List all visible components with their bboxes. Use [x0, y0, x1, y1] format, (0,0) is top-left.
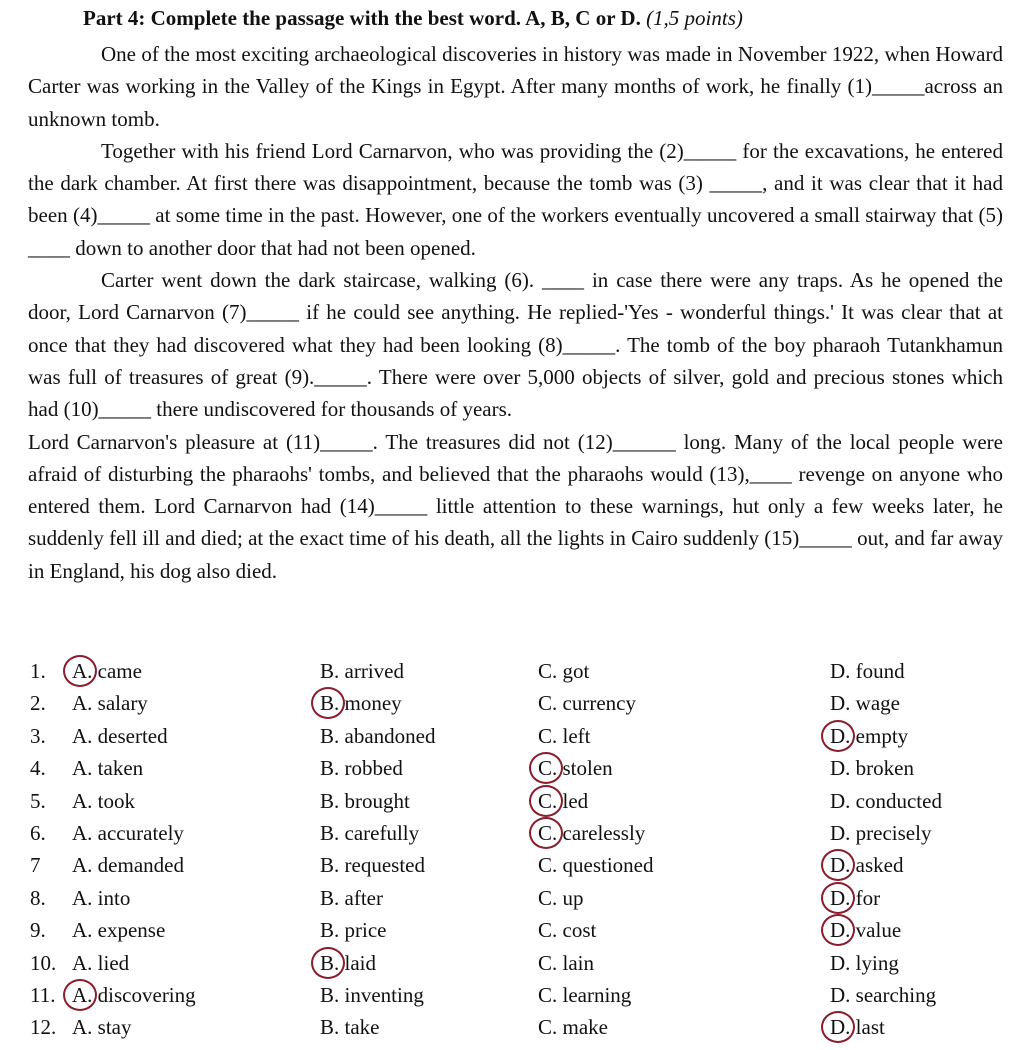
option-a: A. accurately [72, 821, 184, 845]
question-number: 4. [30, 756, 46, 781]
option-c: C. make [538, 1015, 608, 1040]
option-d: D. searching [830, 983, 937, 1007]
question-number: 12. [30, 1015, 57, 1040]
paragraph-4: Lord Carnarvon's pleasure at (11)_____. The treasures did not (12)______ long. Many of the local people were afraid of disturbing the pharaohs' tombs, and believed that the pharaohs would (13),____ revenge on anyone who entered them. Lord Carnarvon had (14)_____ little attention to these warnings, hut only a few weeks later, he suddenly fell ill and died; at the exact time of his death, all the lights in Cairo suddenly (15)_____ out, and far away in England, his dog also died. [28, 429, 1003, 583]
option-d: D. for [830, 885, 881, 910]
option-a: A. demanded [72, 853, 184, 878]
option-d: D. found [830, 659, 905, 683]
question-number: 11. [30, 983, 56, 1007]
option-a: A. taken [72, 756, 144, 781]
option-c: C. questioned [538, 853, 654, 878]
option-b: B. inventing [320, 983, 424, 1007]
paragraph-2: Together with his friend Lord Carnarvon, who was providing the (2)_____ for the excavations, he entered the dark chamber. At first there was disappointment, because the tomb was (3) _____, and it was clear that it had been (4)_____ at some time in the past. However, one of the workers eventually uncovered a small stairway that (5) ____ down to another door that had not been opened. [28, 138, 1003, 260]
option-a: A. came [72, 659, 142, 683]
option-a: A. deserted [72, 723, 168, 748]
question-number: 5. [30, 788, 46, 813]
answer-circle-mark [529, 752, 563, 784]
option-a: A. stay [72, 1015, 132, 1040]
option-a: A. discovering [72, 983, 196, 1007]
paragraph-3: Carter went down the dark staircase, walking (6). ____ in case there were any traps. As he opened the door, Lord Carnarvon (7)_____ if he could see anything. He replied-'Yes - wonderful things.' It was clear that at once that they had discovered what they had been looking (8)_____. The tomb of the boy pharaoh Tutankhamun was full of treasures of great (9)._____. There were over 5,000 objects of silver, gold and precious stones which had (10)_____ there undiscovered for thousands of years. [28, 268, 1003, 422]
option-d: D. asked [830, 853, 904, 878]
option-d: D. conducted [830, 788, 942, 813]
question-number: 7 [30, 853, 41, 878]
answer-circle-mark [529, 817, 563, 849]
option-c: C. lain [538, 950, 594, 975]
option-c: C. left [538, 723, 591, 748]
option-d: D. precisely [830, 821, 932, 845]
option-d: D. value [830, 918, 902, 943]
title-points: (1,5 points) [646, 6, 743, 30]
title-main: Part 4: Complete the passage with the best word. A, B, C or D. [83, 6, 641, 30]
option-d: D. lying [830, 950, 899, 975]
question-number: 3. [30, 723, 46, 748]
option-d: D. empty [830, 723, 909, 748]
option-b: B. arrived [320, 659, 404, 683]
option-d: D. broken [830, 756, 914, 781]
option-b: B. laid [320, 950, 376, 975]
question-number: 6. [30, 821, 46, 845]
option-c: C. up [538, 885, 584, 910]
option-b: B. carefully [320, 821, 420, 845]
option-b: B. money [320, 691, 402, 716]
option-c: C. got [538, 659, 590, 683]
option-a: A. expense [72, 918, 166, 943]
question-number: 9. [30, 918, 46, 943]
answer-circle-mark [63, 655, 97, 687]
option-b: B. robbed [320, 756, 403, 781]
option-c: C. cost [538, 918, 597, 943]
option-c: C. learning [538, 983, 632, 1007]
option-b: B. after [320, 885, 383, 910]
option-a: A. into [72, 885, 131, 910]
option-d: D. wage [830, 691, 900, 716]
option-a: A. salary [72, 691, 148, 716]
option-c: C. currency [538, 691, 636, 716]
answer-circle-mark [63, 979, 97, 1011]
option-b: B. abandoned [320, 723, 436, 748]
paragraph-1: One of the most exciting archaeological discoveries in history was made in November 1922, when Howard Carter was working in the Valley of the Kings in Egypt. After many months of work, he finally (1)_____across an unknown tomb. [28, 42, 1003, 131]
option-c: C. carelessly [538, 821, 646, 845]
answer-circle-mark [529, 785, 563, 817]
option-a: A. lied [72, 950, 130, 975]
option-a: A. took [72, 788, 135, 813]
answer-circle-mark [821, 882, 855, 914]
answer-circle-mark [311, 947, 345, 979]
question-number: 8. [30, 885, 46, 910]
option-b: B. requested [320, 853, 425, 878]
option-c: C. stolen [538, 756, 613, 781]
option-d: D. last [830, 1015, 885, 1040]
question-number: 10. [30, 950, 57, 975]
answer-circle-mark [821, 720, 855, 752]
option-b: B. price [320, 918, 387, 943]
page-title [83, 6, 743, 31]
option-c: C. led [538, 788, 589, 813]
answer-circle-mark [821, 914, 855, 946]
option-b: B. brought [320, 788, 410, 813]
option-b: B. take [320, 1015, 380, 1040]
question-number: 2. [30, 691, 46, 716]
question-number: 1. [30, 659, 46, 683]
passage [28, 38, 1003, 587]
